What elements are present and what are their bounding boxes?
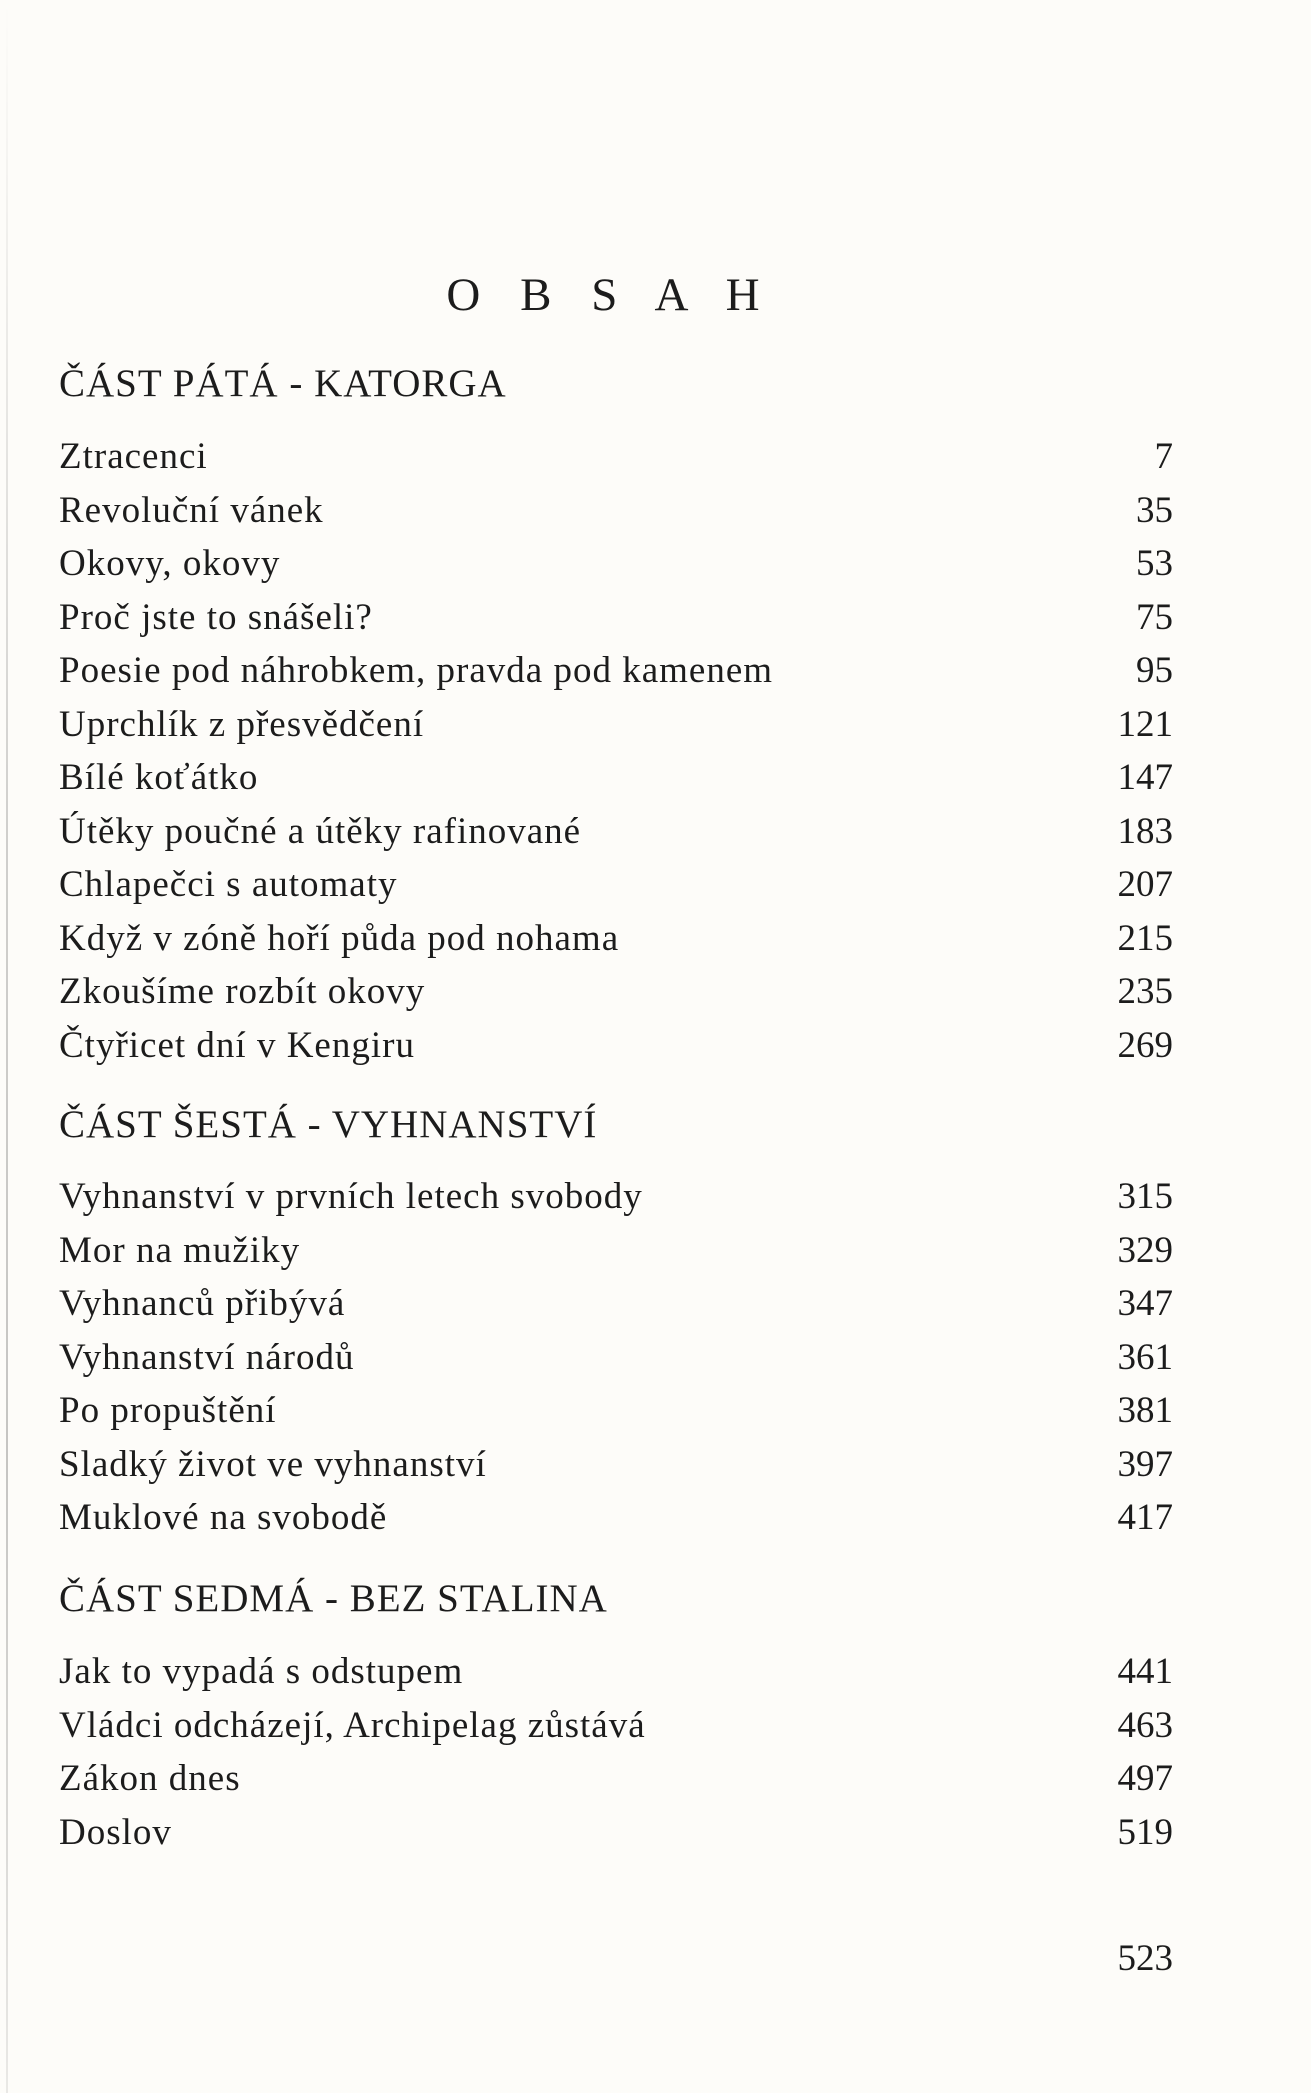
entry-title: Vyhnanství v prvních letech svobody [59,1176,643,1217]
entry-title: Mor na mužiky [59,1229,301,1271]
entry-title: Doslov [59,1811,172,1853]
entry-page-number: 441 [1117,1651,1173,1692]
toc-entry [59,1811,1173,1868]
toc-entry [59,1443,1173,1500]
entry-page-number: 497 [1117,1758,1173,1799]
entry-page-number: 269 [1117,1024,1173,1066]
entry-page-number: 381 [1117,1390,1173,1431]
entry-page-number: 361 [1117,1336,1173,1378]
entry-page-number: 207 [1117,864,1173,905]
toc-entry [59,1760,1173,1814]
toc-entry [59,1499,1173,1553]
part-heading-7: ČÁST SEDMÁ - BEZ STALINA [59,1577,608,1620]
entry-title: Vládci odcházejí, Archipelag zůstává [59,1704,646,1746]
part-5-entries [59,438,1173,1080]
toc-entry [59,973,1173,1027]
toc-entry [59,1024,1173,1081]
entry-title: Proč jste to snášeli? [59,596,373,638]
entry-page-number: 7 [1154,436,1173,477]
entry-page-number: 235 [1117,971,1173,1012]
entry-title: Okovy, okovy [59,543,281,584]
entry-page-number: 519 [1117,1811,1173,1853]
entry-title: Po propuštění [59,1390,277,1431]
entry-title: Vyhnanství národů [59,1336,355,1378]
part-7-entries [59,1653,1173,1867]
part-6-entries [59,1178,1173,1553]
page-title: O B S A H [446,269,774,321]
toc-entry [59,1392,1173,1446]
entry-page-number: 463 [1117,1704,1173,1746]
entry-title: Když v zóně hoří půda pod nohama [59,917,620,959]
entry-page-number: 347 [1117,1283,1173,1324]
entry-title: Zkoušíme rozbít okovy [59,971,426,1012]
toc-entry [59,1704,1173,1761]
entry-page-number: 121 [1117,703,1173,745]
entry-page-number: 183 [1117,810,1173,852]
entry-title: Revoluční vánek [59,489,324,531]
toc-entry [59,1229,1173,1286]
toc-entry [59,652,1173,706]
toc-entry [59,1653,1173,1707]
entry-title: Sladký život ve vyhnanství [59,1443,487,1485]
entry-title: Muklové na svobodě [59,1497,388,1538]
entry-page-number: 53 [1136,543,1173,584]
entry-page-number: 75 [1136,596,1173,638]
entry-page-number: 397 [1117,1443,1173,1485]
entry-page-number: 35 [1136,489,1173,531]
entry-title: Bílé koťátko [59,757,259,798]
entry-title: Jak to vypadá s odstupem [59,1651,464,1692]
toc-entry [59,545,1173,599]
toc-entry [59,438,1173,492]
part-heading-6: ČÁST ŠESTÁ - VYHNANSTVÍ [59,1103,598,1146]
entry-page-number: 95 [1136,650,1173,691]
entry-title: Útěky poučné a útěky rafinované [59,810,582,852]
part-heading-5: ČÁST PÁTÁ - KATORGA [59,362,507,405]
entry-page-number: 315 [1117,1176,1173,1217]
entry-page-number: 417 [1117,1497,1173,1538]
toc-entry [59,810,1173,867]
entry-page-number: 329 [1117,1229,1173,1271]
entry-title: Ztracenci [59,436,208,477]
entry-title: Uprchlík z přesvědčení [59,703,425,745]
toc-entry [59,1285,1173,1339]
entry-page-number: 215 [1117,917,1173,959]
toc-entry [59,1336,1173,1393]
entry-title: Chlapečci s automaty [59,864,398,905]
entry-title: Zákon dnes [59,1758,241,1799]
entry-title: Čtyřicet dní v Kengiru [59,1024,415,1066]
toc-entry [59,596,1173,653]
toc-entry [59,866,1173,920]
toc-entry [59,759,1173,813]
entry-title: Vyhnanců přibývá [59,1283,346,1324]
page-number: 523 [1117,1938,1173,1979]
toc-entry [59,1178,1173,1232]
entry-title: Poesie pod náhrobkem, pravda pod kamenem [59,650,774,691]
entry-page-number: 147 [1117,757,1173,798]
toc-entry [59,703,1173,760]
toc-entry [59,917,1173,974]
toc-entry [59,489,1173,546]
